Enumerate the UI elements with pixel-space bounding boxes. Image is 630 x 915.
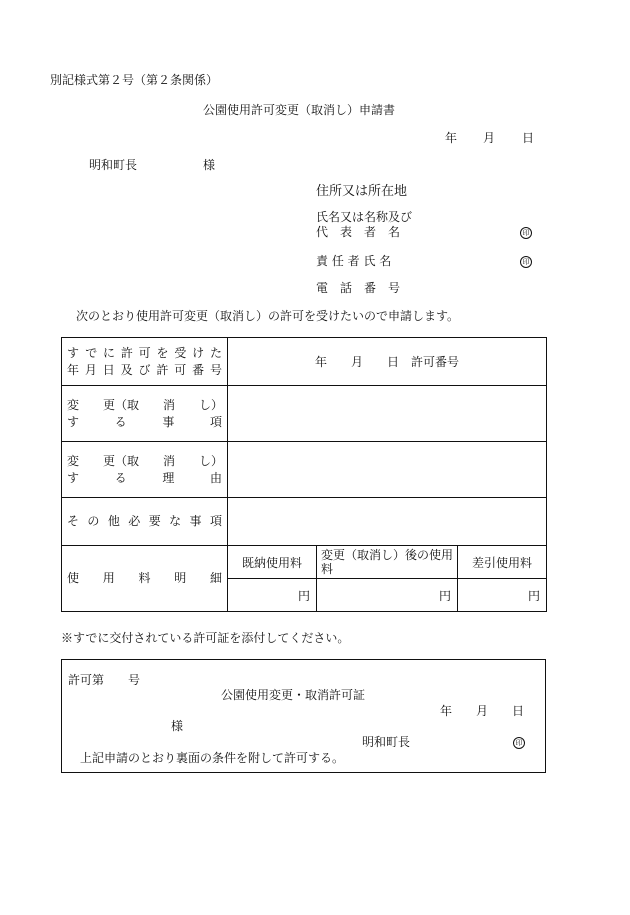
name-label-line1: 氏名又は名称及び [316,210,413,224]
addressee-name: 明和町長 [89,158,138,172]
new-fee-value[interactable]: 円 [317,579,458,612]
date-month: 月 [483,131,496,145]
permit-honorific: 様 [171,719,184,733]
date-day: 日 [522,131,535,145]
attachment-note: ※すでに交付されている許可証を添付してください。 [61,631,350,645]
permit-title: 公園使用変更・取消許可証 [221,688,366,702]
table-row [62,386,547,442]
permit-number-label: 許可第 号 [68,673,141,687]
table-row [62,498,547,546]
intro-text: 次のとおり使用許可変更（取消し）の許可を受けたいので申請します。 [76,309,460,323]
diff-fee-header: 差引使用料 [458,546,547,579]
permit-box [61,659,546,773]
form-number: 別記様式第２号（第２条関係） [50,73,219,87]
responsible-label: 責 任 者 氏 名 [316,254,392,268]
address-label: 住所又は所在地 [316,184,408,199]
responsible-seal-icon: 印 [520,253,532,268]
permit-seal-icon: 印 [513,734,525,749]
paid-fee-value[interactable]: 円 [228,579,317,612]
table-row [62,442,547,498]
table-row [62,338,547,386]
change-items-field[interactable] [228,386,547,442]
other-matters-field[interactable] [228,498,547,546]
prior-permit-label: すでに許可を受けた 年月日及び許可番号 [62,338,228,386]
permit-date: 年 月 日 [440,704,525,718]
phone-label: 電 話 番 号 [316,281,401,295]
name-label-line2: 代 表 者 名 [316,225,401,239]
paid-fee-header: 既納使用料 [228,546,317,579]
other-matters-label: その他必要な事項 [62,498,228,546]
change-items-label: 変 更（取 消 し） す る 事 項 [62,386,228,442]
new-fee-header: 変更（取消し）後の使用料 [317,546,458,579]
addressee-honorific: 様 [203,158,216,172]
permit-body: 上記申請のとおり裏面の条件を附して許可する。 [80,751,345,765]
application-table [61,337,547,612]
prior-permit-value: 年 月 日 許可番号 [228,338,547,386]
permit-issuer: 明和町長 [362,735,411,749]
name-seal-icon: 印 [520,224,532,239]
change-reason-label: 変 更（取 消 し） す る 理 由 [62,442,228,498]
table-row [62,546,547,579]
change-reason-field[interactable] [228,442,547,498]
form-title: 公園使用許可変更（取消し）申請書 [203,103,396,117]
fee-detail-label: 使 用 料 明 細 [62,546,228,612]
diff-fee-value[interactable]: 円 [458,579,547,612]
date-year: 年 [445,131,458,145]
